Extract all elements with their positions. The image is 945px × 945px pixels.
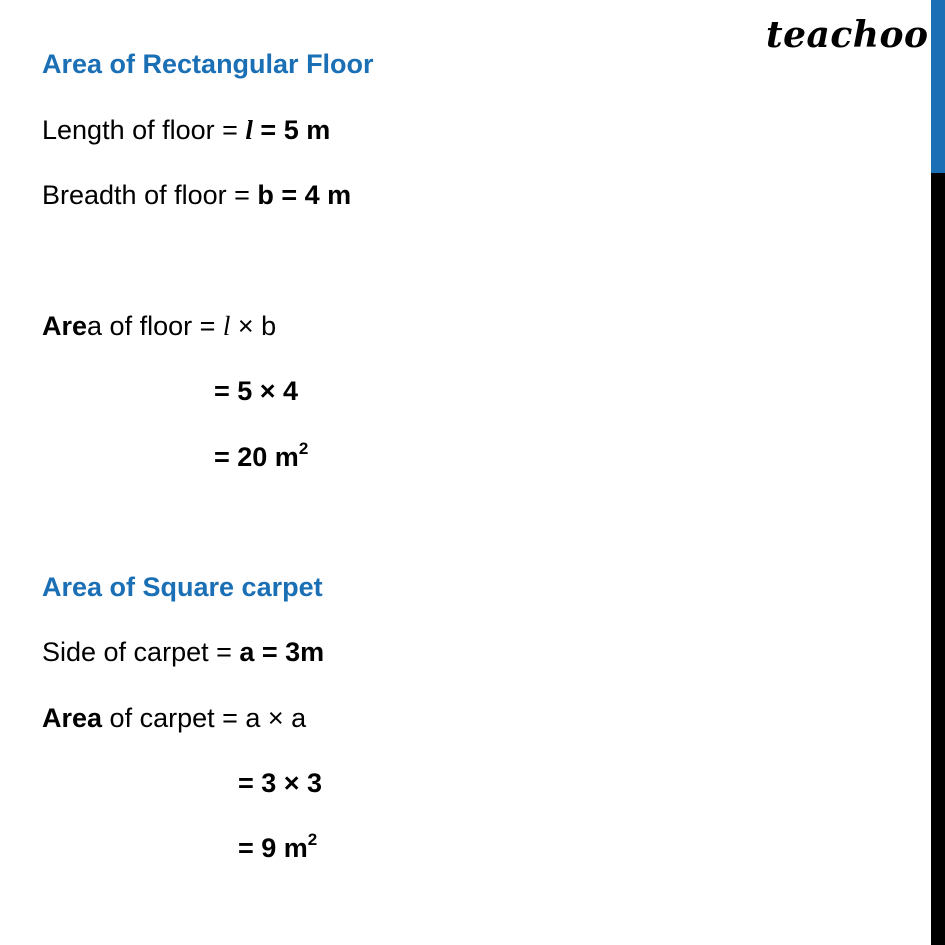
floor-breadth-label: Breadth of floor = xyxy=(42,180,258,210)
floor-length-line xyxy=(42,113,330,147)
floor-area-step1: = 5 × 4 xyxy=(214,376,299,406)
floor-breadth-value: b = 4 m xyxy=(257,180,352,210)
floor-area-formula-line xyxy=(42,309,276,343)
floor-area-result: = 20 m xyxy=(214,442,299,472)
teachoo-logo: teachoo xyxy=(766,14,929,56)
floor-area-exponent: 2 xyxy=(298,439,309,458)
carpet-area-result: = 9 m xyxy=(238,833,308,863)
carpet-area-step1: = 3 × 3 xyxy=(238,768,323,798)
floor-length-label: Length of floor = xyxy=(42,115,246,145)
carpet-area-label-rest: of carpet = a × a xyxy=(102,703,307,733)
floor-area-formula-rest: × b xyxy=(230,311,277,341)
carpet-area-step2 xyxy=(238,831,317,865)
floor-area-label-rest: a of floor = xyxy=(87,311,223,341)
floor-heading: Area of Rectangular Floor xyxy=(42,49,374,79)
carpet-side-label: Side of carpet = xyxy=(42,637,240,667)
floor-breadth-line xyxy=(42,178,351,212)
carpet-side-value: a = 3m xyxy=(239,637,325,667)
carpet-area-exponent: 2 xyxy=(307,830,318,849)
floor-area-step2 xyxy=(214,440,308,474)
floor-length-variable: l xyxy=(245,115,253,145)
floor-length-value: = 5 m xyxy=(252,115,331,145)
floor-area-label-bold: Are xyxy=(42,311,88,341)
sidebar-accent xyxy=(931,0,945,173)
floor-area-variable: l xyxy=(222,311,231,341)
carpet-area-formula-line xyxy=(42,701,306,735)
carpet-area-label-bold: Area xyxy=(42,703,103,733)
carpet-side-line xyxy=(42,635,324,669)
carpet-heading: Area of Square carpet xyxy=(42,572,323,602)
right-sidebar-bar xyxy=(931,0,945,945)
